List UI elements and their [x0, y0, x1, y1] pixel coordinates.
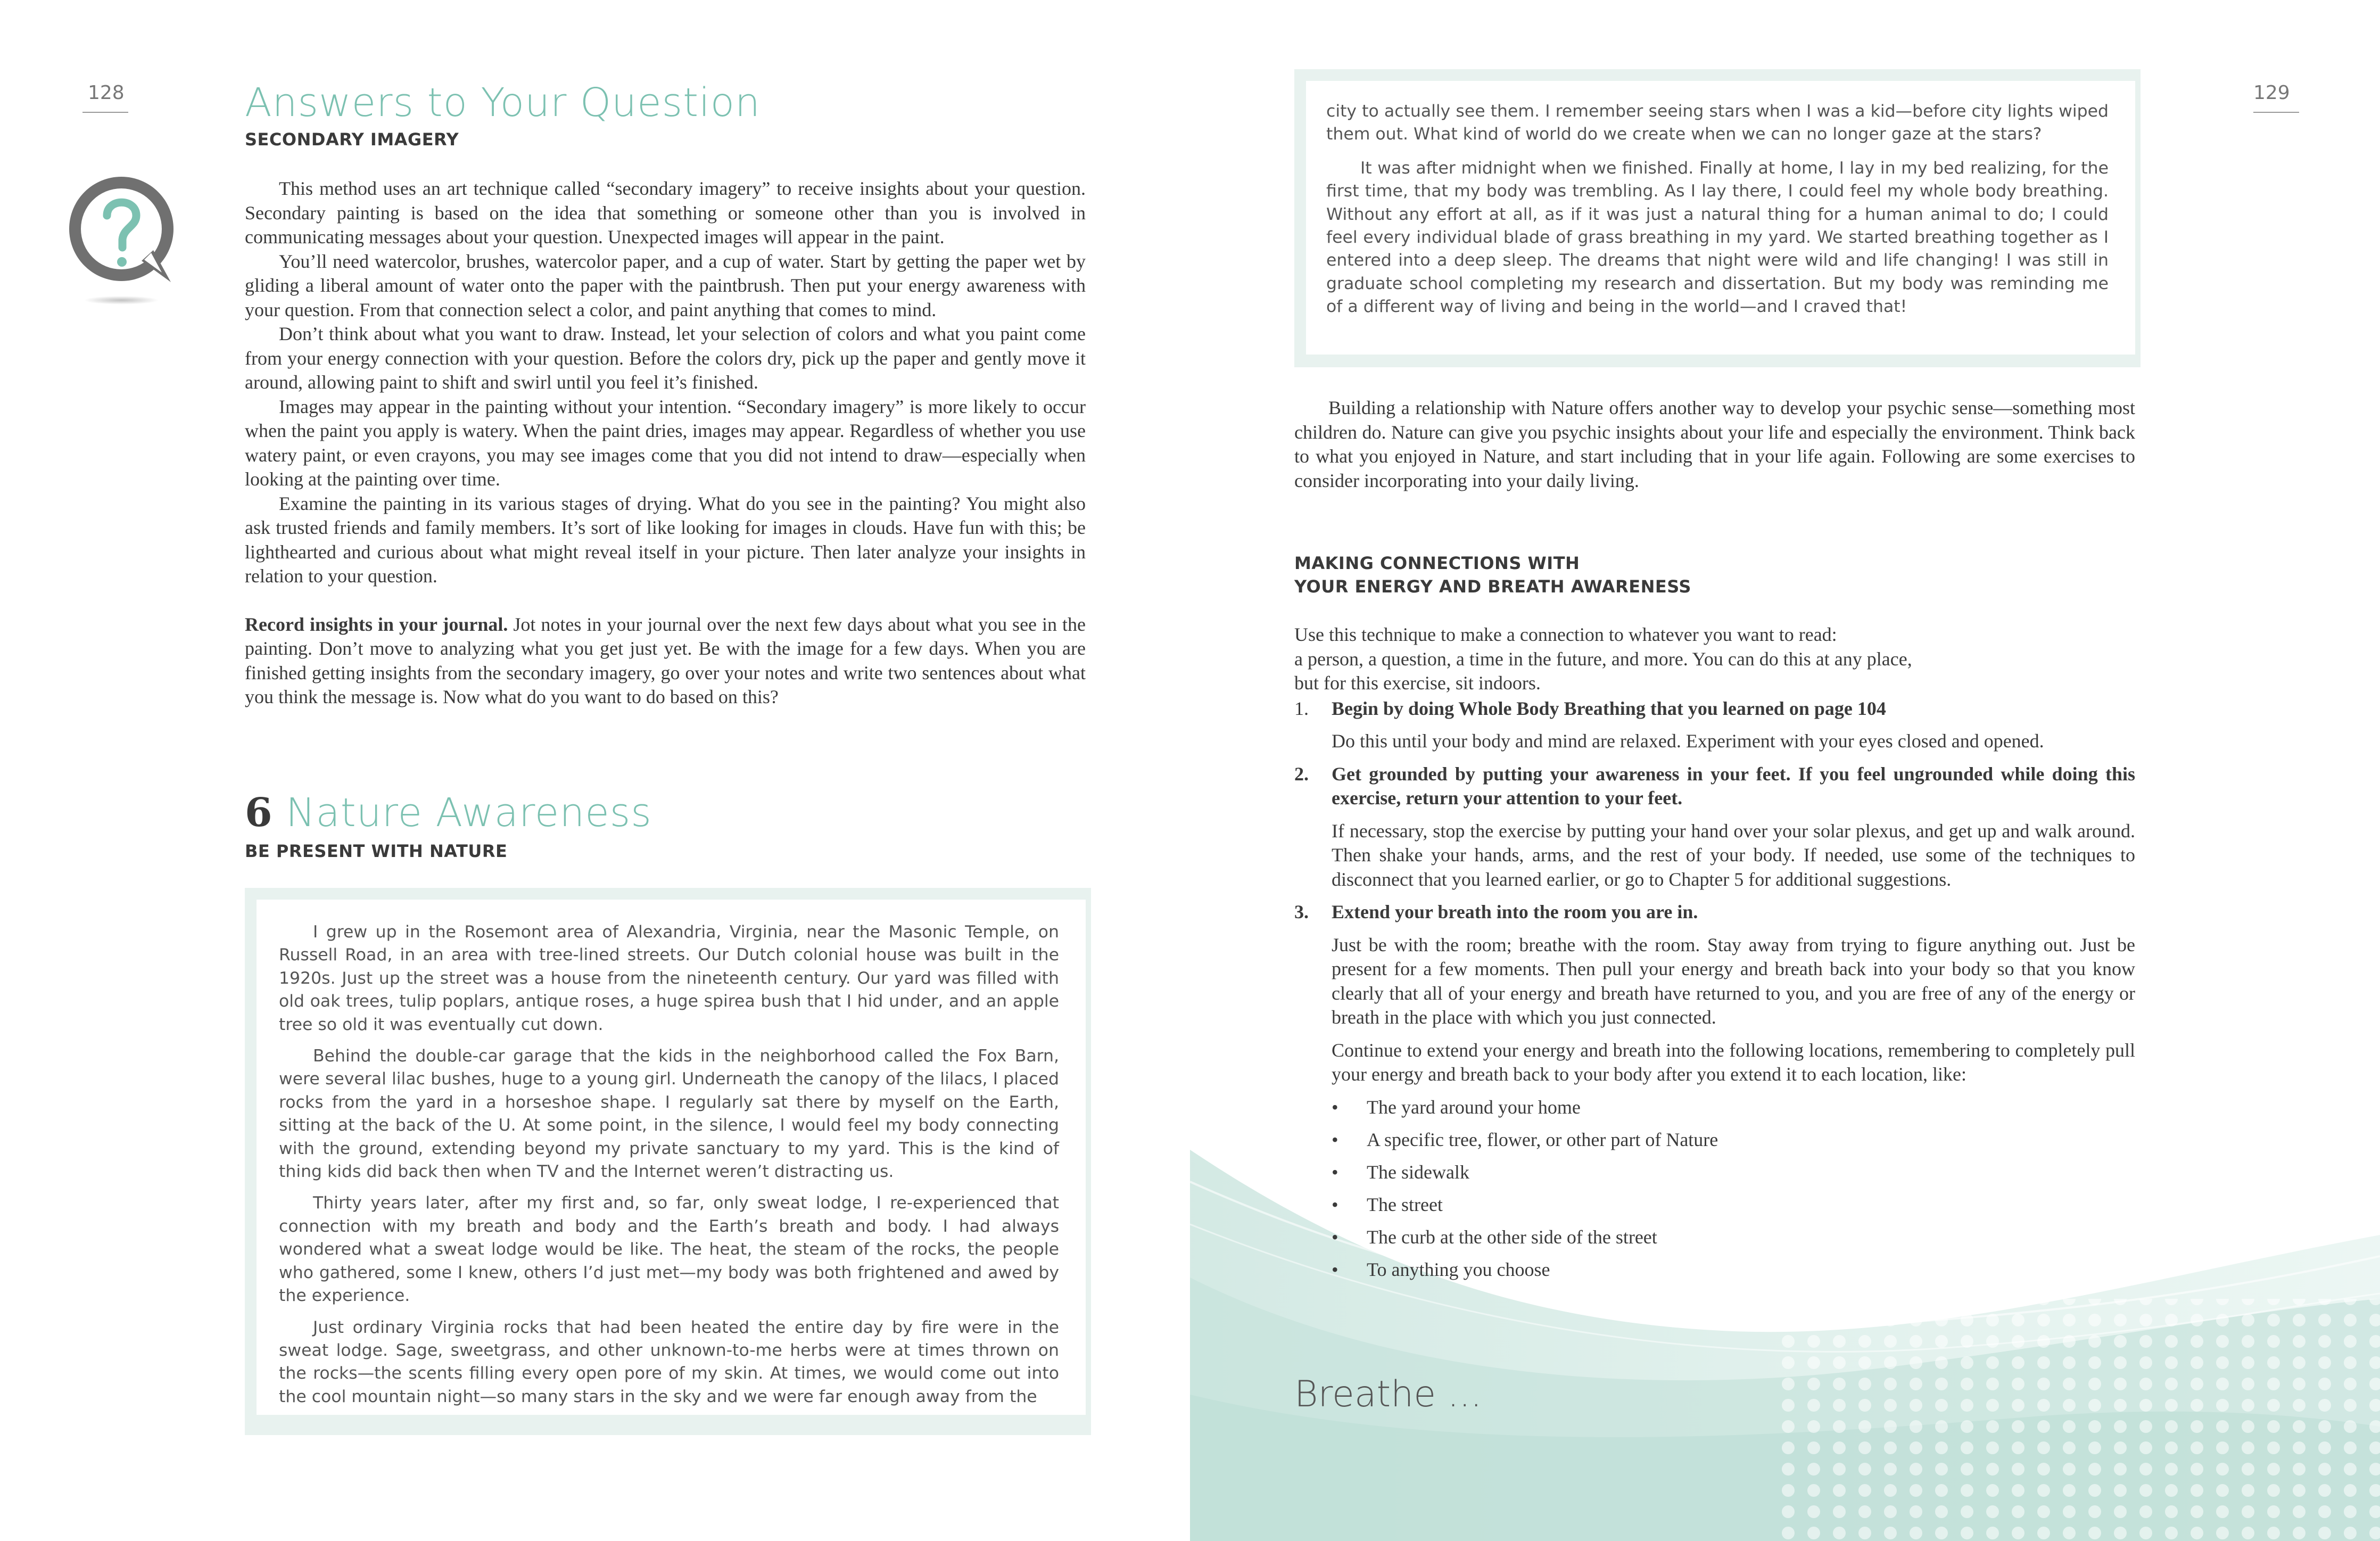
bullet-list [1332, 1095, 2135, 1290]
record-insights-text: Jot notes in your journal over the next few days about what you see in the painting. Don’t move to analyzing what you get just yet. Be with the image for a few days. When you are finished getting insights from the secondary imagery, go over your notes and write two sentences about what you think the message is. Now what do you want to do based on this? [245, 613, 1086, 707]
exercise-heading-line1: MAKING CONNECTIONS WITH [1294, 553, 1580, 573]
step-number: 1. [1294, 697, 1309, 719]
step-number: 2. [1294, 763, 1309, 785]
exercise-heading-line2: YOUR ENERGY AND BREATH AWARENESS [1294, 576, 1691, 597]
record-insights-lead: Record insights in your journal. [245, 613, 508, 635]
bullet-text: A specific tree, flower, or other part of Nature [1367, 1128, 1718, 1150]
section-subtitle: SECONDARY IMAGERY [245, 129, 459, 150]
step-item [1294, 900, 2135, 1290]
page-number-rule [82, 112, 128, 113]
bullet-item [1332, 1258, 2135, 1290]
exercise-text [1294, 623, 2135, 1290]
step-title: Extend your breath into the room you are in. [1332, 901, 1698, 922]
question-mark-speech-bubble-icon [62, 170, 184, 309]
page-number: 129 [2253, 82, 2290, 104]
story-box [245, 888, 1091, 1435]
story-paragraph: Thirty years later, after my first and, so far, only sweat lodge, I re-experienced that connection with my breath and body and the Earth’s breath and body. I had always wondered what a sweat lodge would be like. The heat, the steam of the rocks, the people who gathered, some I knew, others I’d just met—my body was both frightened and awed by the experience. [279, 1193, 1059, 1306]
bullet-icon: • [1332, 1258, 1338, 1280]
exercise-heading [1294, 551, 1691, 598]
story-paragraph: Just ordinary Virginia rocks that had been heated the entire day by fire were in the sweat lodge. Sage, sweetgrass, and other unknown-to-me herbs were at times thrown on the rocks—the scents filling every open pore of my skin. At times, we would come out into the cool mountain night—so many stars in the sky and we were far enough away from the [279, 1317, 1059, 1406]
right-page [1190, 0, 2380, 1541]
bullet-icon: • [1332, 1096, 1338, 1118]
story-paragraph: city to actually see them. I remember seeing stars when I was a kid—before city lights wiped them out. What kind of world do we create when we can no longer gaze at the stars? [1326, 102, 2109, 144]
record-insights-paragraph [245, 613, 1086, 710]
intro-text [1294, 396, 2135, 493]
step-text: Continue to extend your energy and breath into the following locations, remembering to completely pull your energy and breath back to your body after you extend it to each location, like: [1332, 1039, 2135, 1085]
step-title: Begin by doing Whole Body Breathing that you learned on page 104 [1332, 697, 1886, 719]
bullet-icon: • [1332, 1193, 1338, 1215]
story-box-content [1306, 81, 2135, 355]
paragraph: Images may appear in the painting without your intention. “Secondary imagery” is more likely to occur when the paint you apply is watery. When the paint dries, images may appear. Regardless of whether you use watery paint, or even crayons, you may see images come that you did not intend to draw—especially when looking at the painting over time. [245, 395, 1086, 490]
bullet-text: To anything you choose [1367, 1258, 1550, 1280]
steps-list [1294, 697, 2135, 1290]
step-number: 3. [1294, 901, 1309, 922]
step-item [1294, 697, 2135, 754]
use-line: Use this technique to make a connection to whatever you want to read: [1294, 624, 1837, 645]
bullet-item [1332, 1225, 2135, 1258]
chapter-title-text: Nature Awareness [286, 790, 652, 836]
bullet-text: The curb at the other side of the street [1367, 1226, 1657, 1248]
bullet-icon: • [1332, 1128, 1338, 1150]
story-box-continued [1294, 69, 2141, 367]
bullet-item [1332, 1193, 2135, 1225]
bullet-text: The yard around your home [1367, 1096, 1581, 1118]
paragraph: Examine the painting in its various stages of drying. What do you see in the painting? You might also ask trusted friends and family members. It’s sort of like looking for images in clouds. Have fun with this; be lighthearted and curious about what might reveal itself in your picture. Then later analyze your insights in relation to your question. [245, 492, 1086, 587]
step-title: Get grounded by putting your awareness in your feet. If you feel ungrounded while doing this exercise, return your attention to your feet. [1332, 763, 2135, 809]
page-number: 128 [88, 82, 125, 104]
chapter-number: 6 [245, 790, 273, 836]
page-number-rule [2253, 112, 2299, 113]
story-paragraph: It was after midnight when we finished. Finally at home, I lay in my bed realizing, for the first time, that my body was trembling. As I lay there, I could feel my whole body breathing. Without any effort at all, as if it was just a natural thing for a human animal to do; I could feel every individual blade of grass breathing in my yard. We started breathing together as I entered into a deep sleep. The dreams that night were wild and life changing! I was still in graduate school completing my research and dissertation. But my body was reminding me of a different way of living and being in the world—and I craved that! [1326, 158, 2109, 317]
use-line: a person, a question, a time in the future, and more. You can do this at any place, [1294, 648, 1912, 670]
story-paragraph: Behind the double-car garage that the kids in the neighborhood called the Fox Barn, were several lilac bushes, huge to a young girl. Underneath the canopy of the lilacs, I placed rocks from the yard in a horseshoe shape. I regularly sat there by myself on the Earth, sitting at the back of the U. At some point, in the silence, I would feel my body connecting with the ground, extending beyond my private sanctuary to my yard. This is the kind of thing kids did back then when TV and the Internet weren’t distracting us. [279, 1046, 1059, 1182]
step-text: Do this until your body and mind are relaxed. Experiment with your eyes closed and opened. [1332, 730, 2044, 752]
section-title: Answers to Your Question [245, 80, 761, 126]
paragraph: Don’t think about what you want to draw. Instead, let your selection of colors and what you paint come from your energy connection with your question. Before the colors dry, pick up the paper and gently move it around, allowing paint to shift and swirl until you feel it’s finished. [245, 323, 1086, 393]
bullet-text: The street [1367, 1193, 1443, 1215]
step-text: If necessary, stop the exercise by putting your hand over your solar plexus, and get up and walk around. Then shake your hands, arms, and the rest of your body. If needed, use some of the techniques to disconnect that you learned earlier, or go to Chapter 5 for additional suggestions. [1332, 820, 2135, 890]
step-item [1294, 762, 2135, 892]
chapter-subtitle: BE PRESENT WITH NATURE [245, 841, 508, 861]
step-text: Just be with the room; breathe with the room. Stay away from trying to figure anything out. Just be present for a few moments. Then pull your energy and breath back into your body so that you know clearly that all of your energy and breath have returned to you, and you are free of any of the energy or breath in the place with which you just connected. [1332, 934, 2135, 1028]
paragraph: This method uses an art technique called “secondary imagery” to receive insights about your question. Secondary painting is based on the idea that something or someone other than you is involved in communicating messages about your question. Unexpected images will appear in the paint. [245, 178, 1086, 248]
bullet-item [1332, 1128, 2135, 1160]
bullet-item [1332, 1160, 2135, 1193]
story-paragraph: I grew up in the Rosemont area of Alexandria, Virginia, near the Masonic Temple, on Russell Road, in an area with tree-lined streets. Our Dutch colonial house was built in the 1920s. Just up the street was a house from the nineteenth century. Our yard was filled with old oak trees, tulip poplars, antique roses, a huge spirea bush that I hid under, and an apple tree so old it was eventually cut down. [279, 922, 1059, 1034]
bullet-item [1332, 1095, 2135, 1128]
bullet-icon: • [1332, 1226, 1338, 1248]
use-line: but for this exercise, sit indoors. [1294, 672, 1541, 694]
breathe-caption: Breathe ... [1294, 1373, 1482, 1415]
secondary-imagery-text [245, 177, 1086, 710]
paragraph: Building a relationship with Nature offers another way to develop your psychic sense—something most children do. Nature can give you psychic insights about your life and especially the environment. Think back to what you enjoyed in Nature, and start including that in your life again. Following are some exercises to consider incorporating into your daily living. [1294, 397, 2135, 491]
story-box-content [257, 900, 1086, 1415]
paragraph: You’ll need watercolor, brushes, watercolor paper, and a cup of water. Start by getting the paper wet by gliding a liberal amount of water onto the paper with the paintbrush. Then put your energy awareness with your question. From that connection select a color, and paint anything that comes to mind. [245, 250, 1086, 320]
bullet-icon: • [1332, 1161, 1338, 1183]
chapter-title [245, 790, 652, 836]
bullet-text: The sidewalk [1367, 1161, 1469, 1183]
